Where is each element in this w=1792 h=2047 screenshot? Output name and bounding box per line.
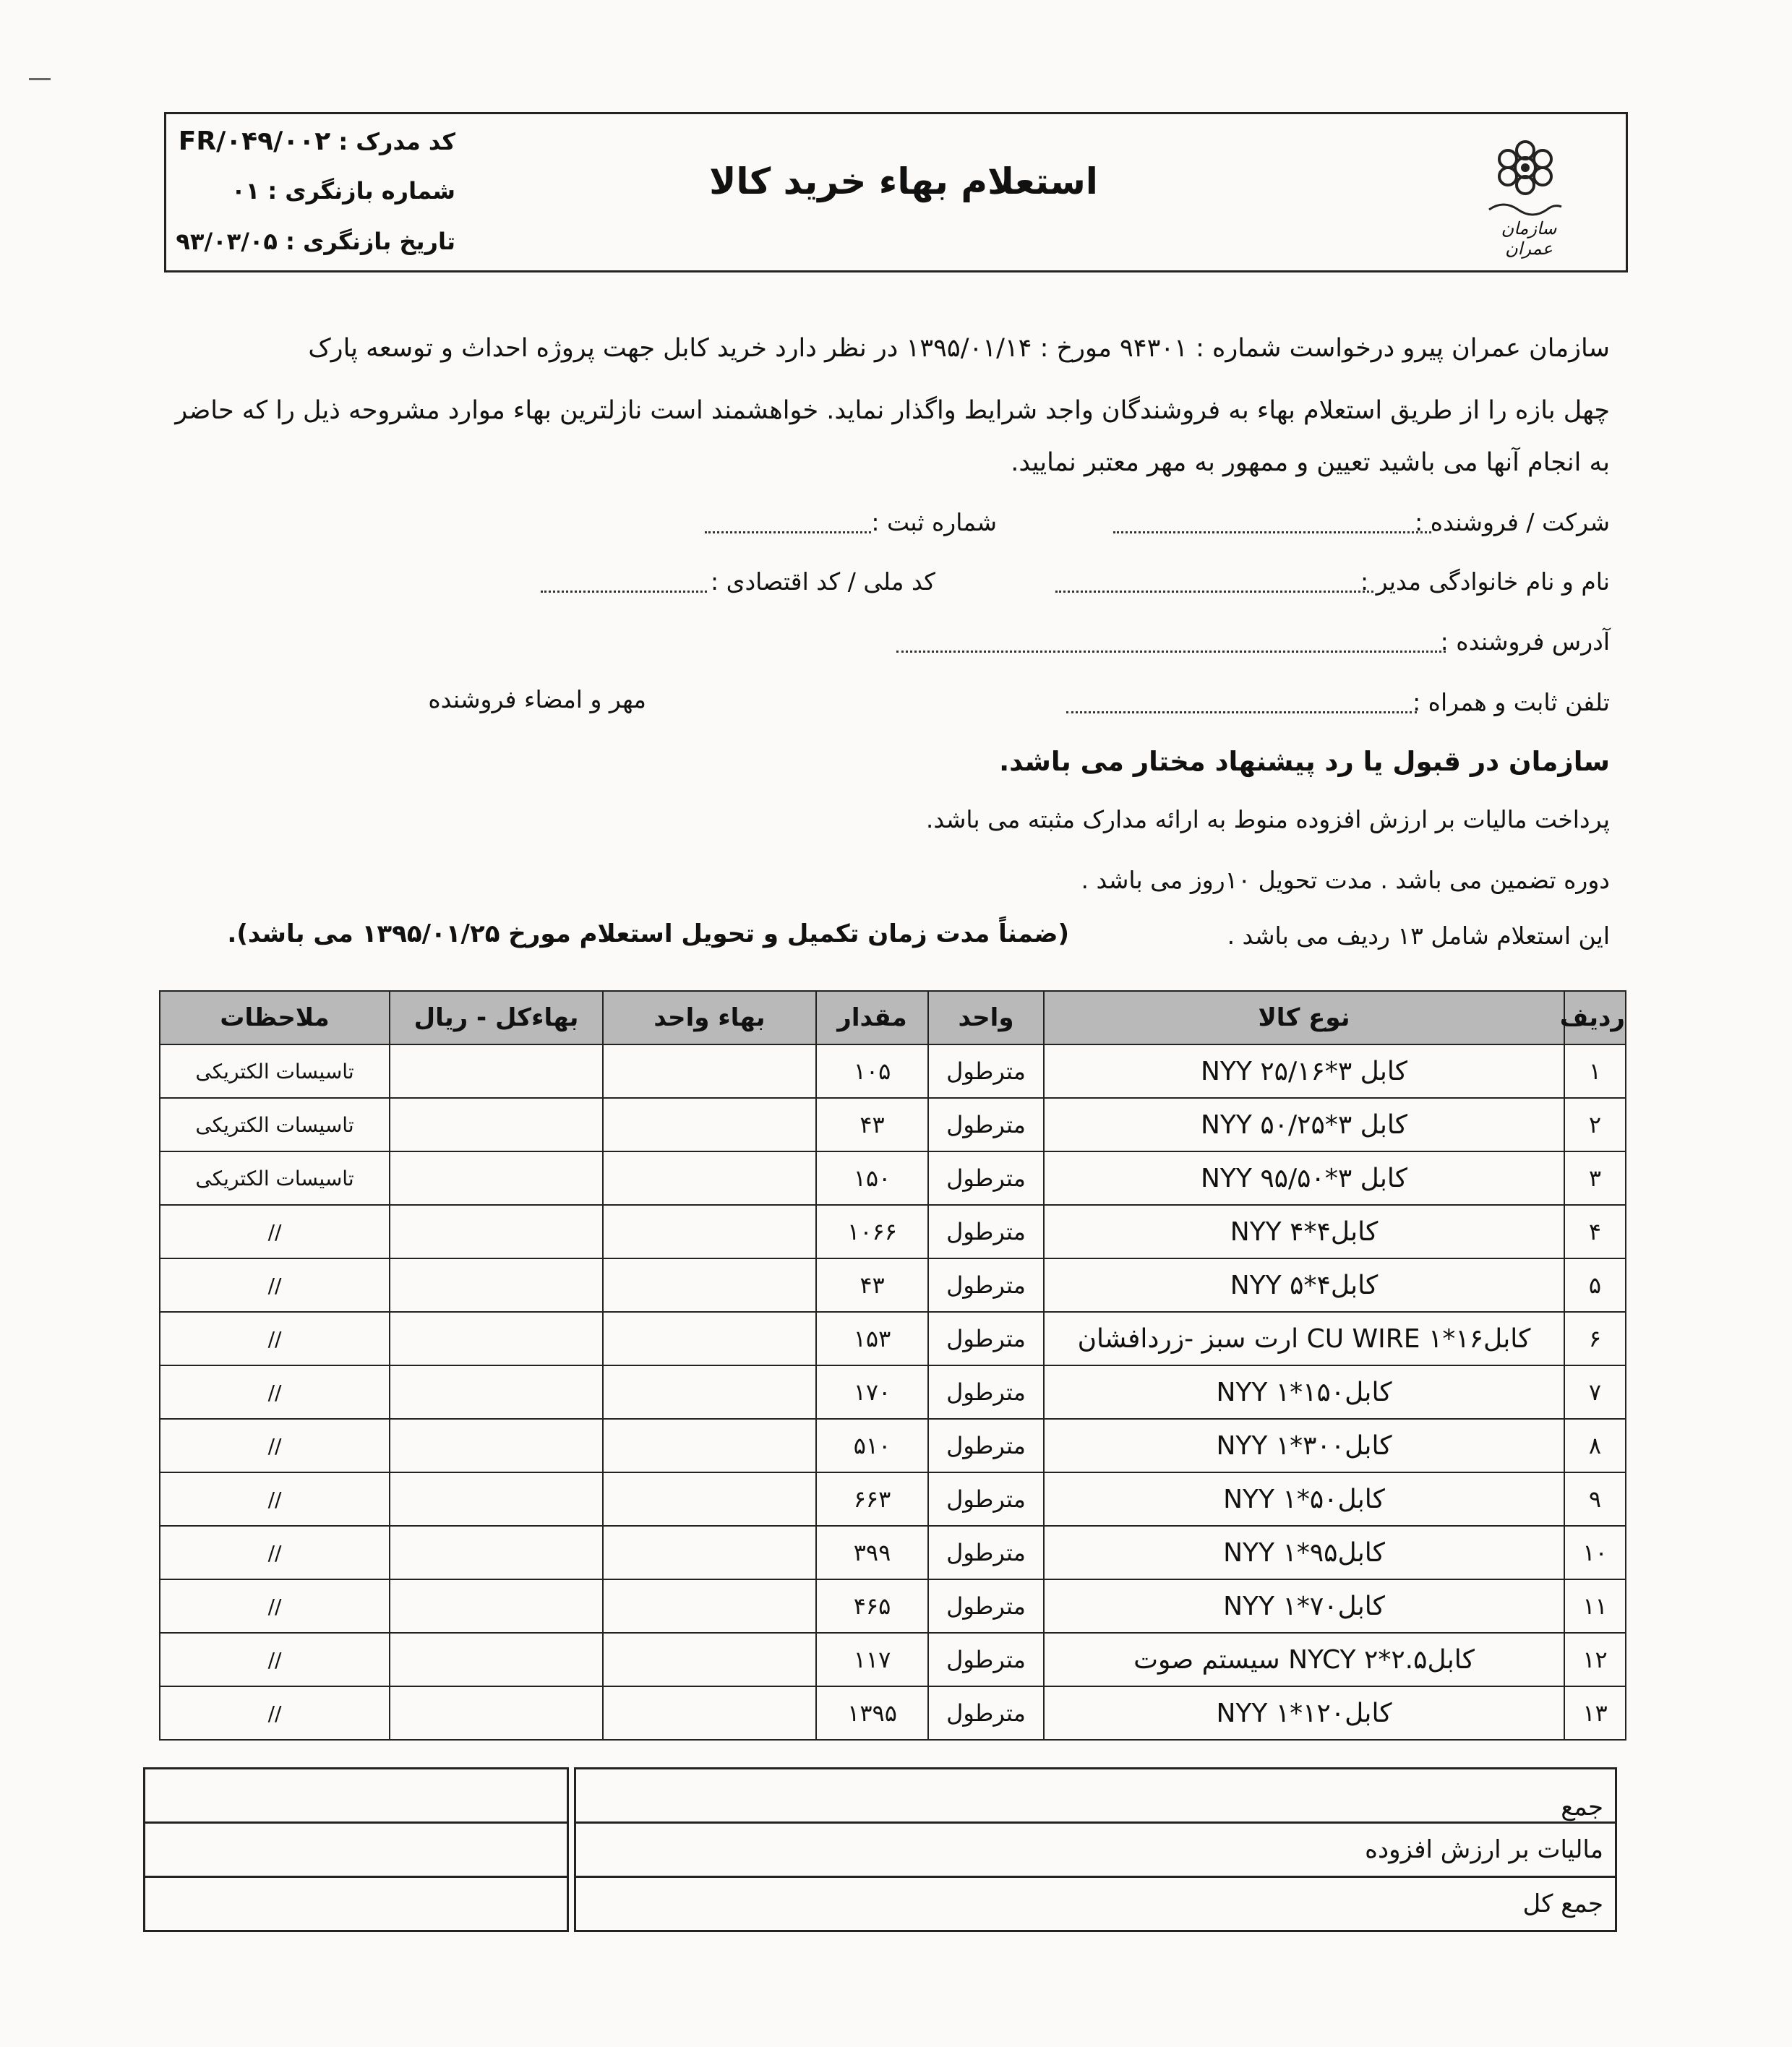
item-qty: ۶۶۳ — [816, 1472, 928, 1526]
item-unit: مترطول — [928, 1419, 1044, 1472]
item-unit: مترطول — [928, 1205, 1044, 1258]
item-notes: // — [160, 1312, 390, 1365]
organization-logo — [1475, 137, 1576, 259]
item-name: کابل۴*۵ NYY — [1044, 1258, 1564, 1312]
item-qty: ۱۰۶۶ — [816, 1205, 928, 1258]
item-name: کابل۷۰*۱ NYY — [1044, 1579, 1564, 1633]
unit-price-field[interactable] — [603, 1365, 816, 1419]
item-unit: مترطول — [928, 1151, 1044, 1205]
item-name: کابل ۳*۲۵/۱۶ NYY — [1044, 1044, 1564, 1098]
item-name: کابل ۳*۹۵/۵۰ NYY — [1044, 1151, 1564, 1205]
row-number: ۳ — [1564, 1151, 1626, 1205]
item-notes: تاسیسات الکتریکی — [160, 1151, 390, 1205]
table-row — [160, 1419, 1626, 1472]
row-number: ۱۳ — [1564, 1686, 1626, 1740]
item-unit: مترطول — [928, 1472, 1044, 1526]
table-header-row — [160, 991, 1626, 1044]
total-price-field[interactable] — [390, 1044, 603, 1098]
total-price-field[interactable] — [390, 1633, 603, 1686]
intro-line-3: به انجام آنها می باشید تعیین و ممهور به مهر معتبر نمایید. — [1011, 448, 1610, 477]
item-name: کابل۹۵*۱ NYY — [1044, 1526, 1564, 1579]
scan-mark — [29, 78, 51, 80]
warranty-delivery-note: دوره تضمین می باشد . مدت تحویل ۱۰روز می باشد . — [1081, 866, 1610, 894]
unit-price-field[interactable] — [603, 1686, 816, 1740]
table-row — [160, 1686, 1626, 1740]
total-price-field[interactable] — [390, 1526, 603, 1579]
manager-name-label: نام و نام خانوادگی مدیر : — [1360, 567, 1610, 596]
item-unit: مترطول — [928, 1365, 1044, 1419]
table-row — [160, 1205, 1626, 1258]
rows-count-note: این استعلام شامل ۱۳ ردیف می باشد . — [1227, 922, 1610, 950]
item-qty: ۴۳ — [816, 1098, 928, 1151]
national-code-field[interactable] — [541, 591, 707, 593]
row-number: ۲ — [1564, 1098, 1626, 1151]
unit-price-field[interactable] — [603, 1633, 816, 1686]
doc-code-line — [178, 126, 455, 156]
item-unit: مترطول — [928, 1044, 1044, 1098]
row-number: ۴ — [1564, 1205, 1626, 1258]
total-price-field[interactable] — [390, 1258, 603, 1312]
item-name: کابل۴*۴ NYY — [1044, 1205, 1564, 1258]
unit-price-field[interactable] — [603, 1044, 816, 1098]
grand-total-value-field[interactable] — [145, 1877, 568, 1931]
header-item: نوع کالا — [1044, 991, 1564, 1044]
completion-note: (ضمناً مدت زمان تکمیل و تحویل استعلام مورخ ۱۳۹۵/۰۱/۲۵ می باشد). — [227, 919, 1069, 948]
table-row — [160, 1526, 1626, 1579]
item-name: کابل۱۲۰*۱ NYY — [1044, 1686, 1564, 1740]
manager-name-field[interactable] — [1055, 591, 1373, 593]
item-unit: مترطول — [928, 1633, 1044, 1686]
row-number: ۷ — [1564, 1365, 1626, 1419]
item-notes: تاسیسات الکتریکی — [160, 1044, 390, 1098]
item-notes: // — [160, 1258, 390, 1312]
table-row — [160, 1258, 1626, 1312]
document-title: استعلام بهاء خرید کالا — [709, 160, 1098, 202]
registration-label: شماره ثبت : — [871, 508, 997, 536]
national-code-label: کد ملی / کد اقتصادی : — [711, 567, 935, 596]
total-price-field[interactable] — [390, 1365, 603, 1419]
item-name: کابل۱۵۰*۱ NYY — [1044, 1365, 1564, 1419]
revision-date-line — [176, 228, 455, 255]
item-name: کابل۵۰*۱ NYY — [1044, 1472, 1564, 1526]
table-row — [160, 1151, 1626, 1205]
address-field[interactable] — [896, 651, 1446, 653]
sum-row — [145, 1769, 1616, 1823]
row-number: ۱۲ — [1564, 1633, 1626, 1686]
row-number: ۶ — [1564, 1312, 1626, 1365]
unit-price-field[interactable] — [603, 1151, 816, 1205]
stamp-signature-label: مهر و امضاء فروشنده — [428, 685, 646, 713]
table-row — [160, 1044, 1626, 1098]
item-qty: ۱۵۳ — [816, 1312, 928, 1365]
item-notes: // — [160, 1526, 390, 1579]
row-number: ۱۱ — [1564, 1579, 1626, 1633]
vat-value-field[interactable] — [145, 1823, 568, 1877]
item-unit: مترطول — [928, 1098, 1044, 1151]
item-qty: ۱۵۰ — [816, 1151, 928, 1205]
header-row-no: ردیف — [1564, 991, 1626, 1044]
item-qty: ۴۳ — [816, 1258, 928, 1312]
org-name: سازمان عمران — [1501, 218, 1557, 259]
unit-price-field[interactable] — [603, 1098, 816, 1151]
row-number: ۱ — [1564, 1044, 1626, 1098]
doc-code-value: FR/۰۴۹/۰۰۲ — [178, 126, 331, 156]
total-price-field[interactable] — [390, 1579, 603, 1633]
total-price-field[interactable] — [390, 1472, 603, 1526]
item-unit: مترطول — [928, 1312, 1044, 1365]
total-price-field[interactable] — [390, 1419, 603, 1472]
item-notes: // — [160, 1205, 390, 1258]
item-unit: مترطول — [928, 1579, 1044, 1633]
items-body — [160, 1044, 1626, 1740]
header-qty: مقدار — [816, 991, 928, 1044]
gap — [568, 1877, 575, 1931]
item-notes: // — [160, 1472, 390, 1526]
grand-total-label: جمع کل — [575, 1877, 1616, 1931]
row-number: ۹ — [1564, 1472, 1626, 1526]
item-unit: مترطول — [928, 1686, 1044, 1740]
item-notes: // — [160, 1686, 390, 1740]
header-unit: واحد — [928, 991, 1044, 1044]
header-unit-price: بهاء واحد — [603, 991, 816, 1044]
phone-label: تلفن ثابت و همراه : — [1412, 688, 1610, 716]
phone-field[interactable] — [1066, 711, 1417, 713]
item-name: کابل۳۰۰*۱ NYY — [1044, 1419, 1564, 1472]
total-price-field[interactable] — [390, 1312, 603, 1365]
item-qty: ۳۹۹ — [816, 1526, 928, 1579]
company-field[interactable] — [1113, 531, 1431, 533]
unit-price-field[interactable] — [603, 1205, 816, 1258]
revision-number-value: ۰۱ — [231, 177, 260, 205]
items-table — [159, 990, 1626, 1741]
item-qty: ۱۳۹۵ — [816, 1686, 928, 1740]
unit-price-field[interactable] — [603, 1526, 816, 1579]
acceptance-note: سازمان در قبول یا رد پیشنهاد مختار می باشد. — [999, 746, 1610, 777]
unit-price-field[interactable] — [603, 1419, 816, 1472]
item-unit: مترطول — [928, 1258, 1044, 1312]
header-total-price: بهاءکل - ریال — [390, 991, 603, 1044]
item-name: کابل ۳*۵۰/۲۵ NYY — [1044, 1098, 1564, 1151]
item-qty: ۵۱۰ — [816, 1419, 928, 1472]
unit-price-field[interactable] — [603, 1472, 816, 1526]
vat-label: مالیات بر ارزش افزوده — [575, 1823, 1616, 1877]
table-row — [160, 1098, 1626, 1151]
intro-line-2: چهل بازه را از طریق استعلام بهاء به فروشندگان واجد شرایط واگذار نماید. خواهشمند است نازلترین بهاء موارد مشروحه ذیل را که حاضر — [175, 396, 1610, 425]
address-label: آدرس فروشنده : — [1440, 627, 1610, 656]
doc-code-label: کد مدرک : — [338, 128, 455, 155]
total-price-field[interactable] — [390, 1151, 603, 1205]
vat-row — [145, 1823, 1616, 1877]
total-price-field[interactable] — [390, 1098, 603, 1151]
item-notes: تاسیسات الکتریکی — [160, 1098, 390, 1151]
vat-note: پرداخت مالیات بر ارزش افزوده منوط به ارائه مدارک مثبته می باشد. — [925, 805, 1610, 833]
revision-number-line — [195, 177, 455, 205]
unit-price-field[interactable] — [603, 1312, 816, 1365]
item-unit: مترطول — [928, 1526, 1044, 1579]
row-number: ۵ — [1564, 1258, 1626, 1312]
table-row — [160, 1579, 1626, 1633]
registration-field[interactable] — [705, 531, 871, 533]
item-qty: ۴۶۵ — [816, 1579, 928, 1633]
item-notes: // — [160, 1419, 390, 1472]
header-notes: ملاحظات — [160, 991, 390, 1044]
item-qty: ۱۰۵ — [816, 1044, 928, 1098]
table-row — [160, 1472, 1626, 1526]
item-notes: // — [160, 1365, 390, 1419]
revision-date-value: ۹۳/۰۳/۰۵ — [176, 228, 278, 255]
gap — [568, 1769, 575, 1823]
item-qty: ۱۱۷ — [816, 1633, 928, 1686]
sum-label: جمع — [575, 1769, 1616, 1823]
item-notes: // — [160, 1633, 390, 1686]
item-name: کابل۱۶*۱ CU WIRE ارت سبز -زردافشان — [1044, 1312, 1564, 1365]
item-qty: ۱۷۰ — [816, 1365, 928, 1419]
sum-value-field[interactable] — [145, 1769, 568, 1823]
gap — [568, 1823, 575, 1877]
unit-price-field[interactable] — [603, 1579, 816, 1633]
row-number: ۸ — [1564, 1419, 1626, 1472]
table-row — [160, 1633, 1626, 1686]
grand-total-row — [145, 1877, 1616, 1931]
unit-price-field[interactable] — [603, 1258, 816, 1312]
revision-date-label: تاریخ بازنگری : — [286, 228, 455, 255]
table-row — [160, 1312, 1626, 1365]
table-row — [160, 1365, 1626, 1419]
row-number: ۱۰ — [1564, 1526, 1626, 1579]
revision-number-label: شماره بازنگری : — [267, 177, 455, 205]
item-name: کابل۲.۵*۲ NYCY سیستم صوت — [1044, 1633, 1564, 1686]
total-price-field[interactable] — [390, 1205, 603, 1258]
totals-table — [143, 1767, 1617, 1932]
intro-line-1: سازمان عمران پیرو درخواست شماره : ۹۴۳۰۱ مورخ : ۱۳۹۵/۰۱/۱۴ در نظر دارد خرید کابل جهت پروژه احداث و توسعه پارک — [308, 334, 1610, 363]
item-notes: // — [160, 1579, 390, 1633]
total-price-field[interactable] — [390, 1686, 603, 1740]
company-label: شرکت / فروشنده : — [1415, 508, 1610, 536]
